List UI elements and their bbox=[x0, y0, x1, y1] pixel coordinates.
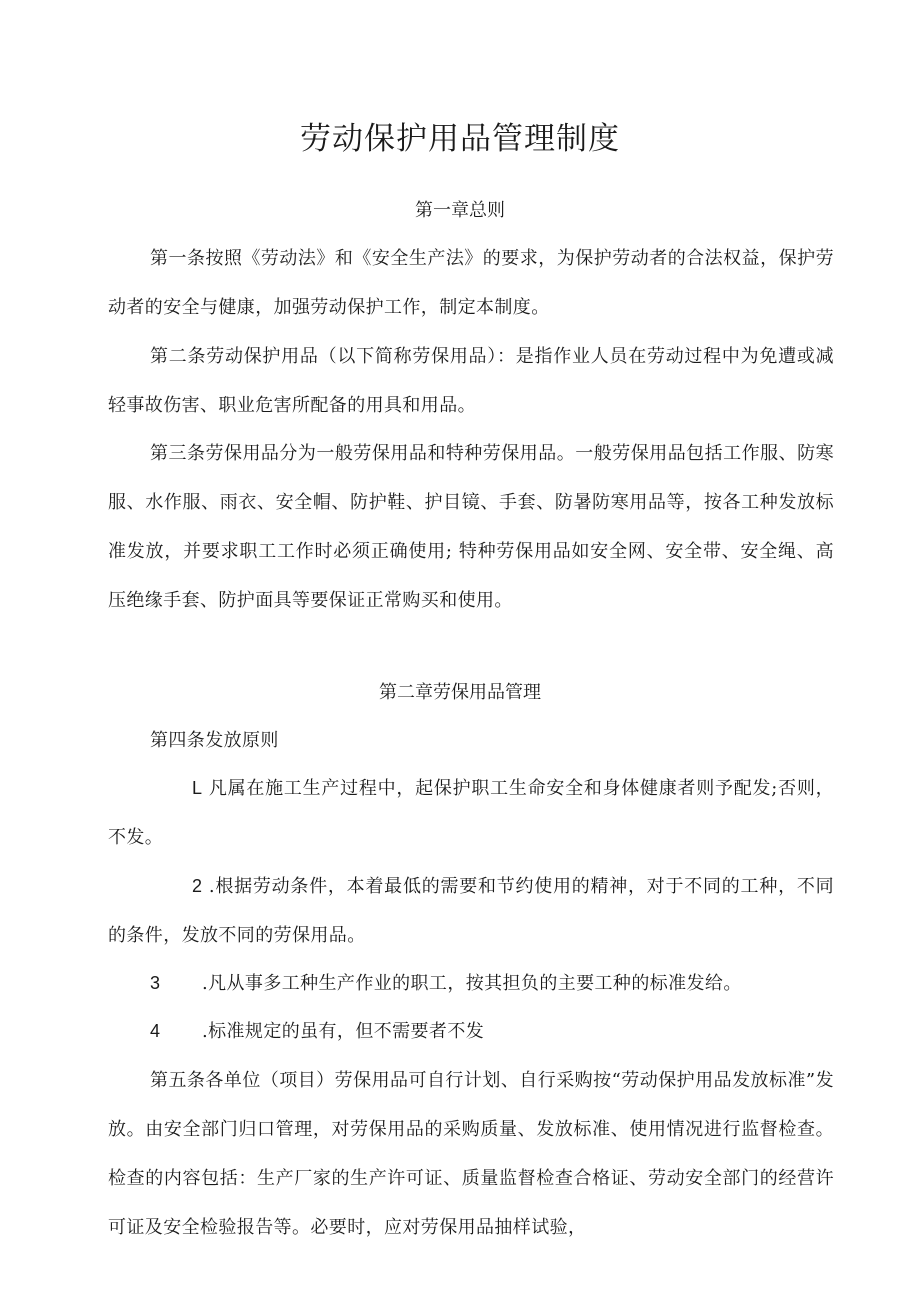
item-3-text: .凡从事多工种生产作业的职工，按其担负的主要工种的标准发给。 bbox=[202, 973, 742, 994]
item-4-text: .标准规定的虽有，但不需要者不发 bbox=[202, 1021, 485, 1042]
article-4-item-3 bbox=[150, 968, 742, 999]
item-4-number: 4 bbox=[150, 1021, 161, 1041]
article-4-item-1 bbox=[108, 764, 834, 862]
document-title: 劳动保护用品管理制度 bbox=[300, 121, 620, 157]
article-2: 第二条劳动保护用品（以下简称劳保用品）：是指作业人员在劳动过程中为免遭或减轻事故伤害、职业危害所配备的用具和用品。 bbox=[108, 346, 834, 416]
article-4-item-2 bbox=[108, 862, 834, 960]
item-2-number: 2 bbox=[192, 876, 203, 896]
article-1: 第一条按照《劳动法》和《安全生产法》的要求，为保护劳动者的合法权益，保护劳动者的安全与健康，加强劳动保护工作，制定本制度。 bbox=[108, 248, 834, 318]
article-4-heading: 第四条发放原则 bbox=[150, 730, 279, 751]
article-5: 第五条各单位（项目）劳保用品可自行计划、自行采购按“劳动保护用品发放标准”发放。由安全部门归口管理，对劳保用品的采购质量、发放标准、使用情况进行监督检查。检查的内容包括：生产厂家的生产许可证、质量监督检查合格证、劳动安全部门的经营许可证及安全检验报告等。必要时，应对劳保用品抽样试验， bbox=[108, 1070, 834, 1238]
item-3-number: 3 bbox=[150, 973, 161, 993]
item-2-text: .根据劳动条件，本着最低的需要和节约使用的精神，对于不同的工种，不同的条件，发放不同的劳保用品。 bbox=[108, 876, 834, 946]
article-4-item-4 bbox=[150, 1016, 484, 1047]
article-3: 第三条劳保用品分为一般劳保用品和特种劳保用品。一般劳保用品包括工作服、防寒服、水作服、雨衣、安全帽、防护鞋、护目镜、手套、防暑防寒用品等，按各工种发放标准发放，并要求职工工作时必须正确使用; 特种劳保用品如安全网、安全带、安全绳、高压绝缘手套、防护面具等要保证正常购买和使用。 bbox=[108, 443, 834, 611]
item-1-number: L bbox=[192, 778, 203, 798]
chapter-1-heading: 第一章总则 bbox=[415, 200, 505, 221]
chapter-2-heading: 第二章劳保用品管理 bbox=[379, 682, 541, 703]
item-1-text: 凡属在施工生产过程中，起保护职工生命安全和身体健康者则予配发;否则，不发。 bbox=[108, 778, 834, 848]
